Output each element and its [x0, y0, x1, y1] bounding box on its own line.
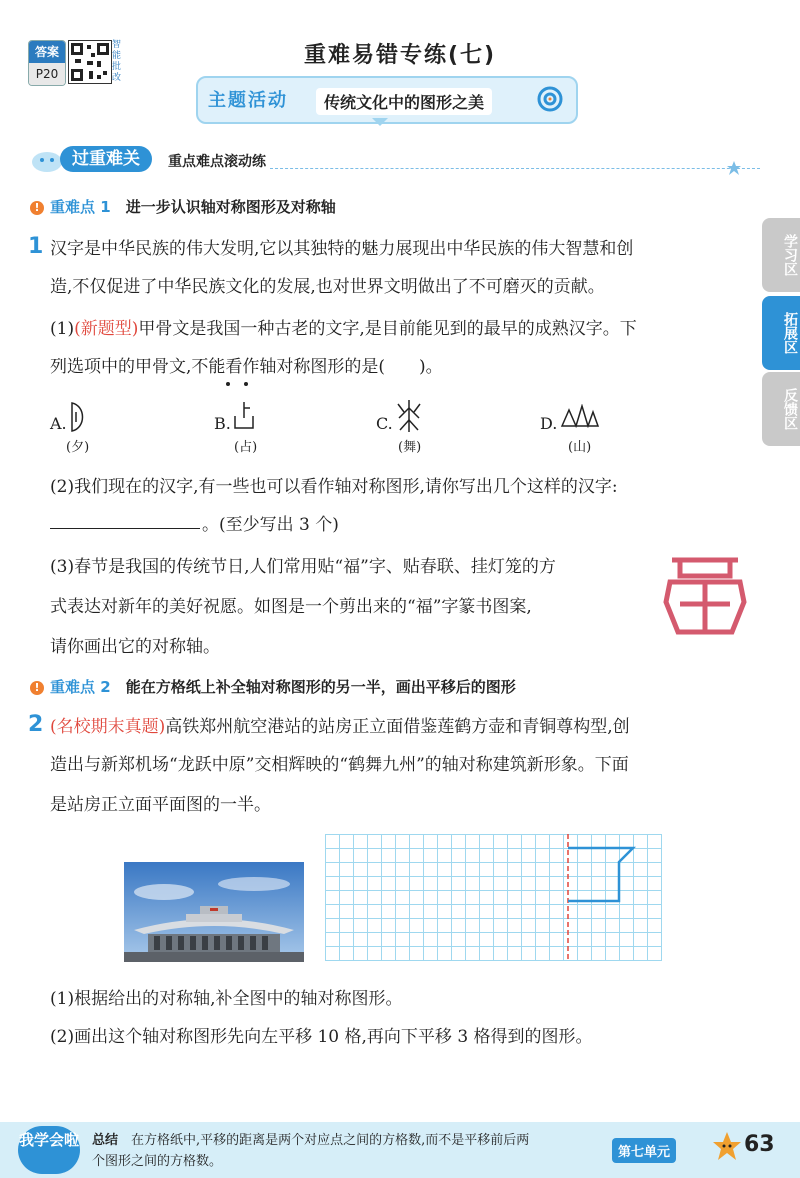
footer [0, 1122, 800, 1178]
tab-feedback[interactable]: 反馈区 [762, 372, 800, 446]
theme-title: 传统文化中的图形之美 [316, 88, 492, 115]
option-d-letter[interactable]: D. [540, 414, 558, 433]
q1-part1-line-2: 列选项中的甲骨文,不能看作轴对称图形的是( )。 [50, 357, 443, 377]
q1-part1-line-1 [50, 312, 750, 346]
question-number: 2 [28, 712, 44, 737]
option-c-char: (舞) [398, 440, 422, 455]
exam-source-tag: (名校期末真题) [50, 717, 166, 737]
qr-caption: 智能批改 [112, 40, 122, 83]
emphasis-dot [244, 382, 248, 386]
footer-badge: 我学会啦 [18, 1126, 80, 1174]
q1-part2-line-1: (2)我们现在的汉字,有一些也可以看作轴对称图形,请你写出几个这样的汉字: [50, 477, 618, 497]
alert-icon: ! [30, 681, 44, 695]
half-figure [325, 834, 665, 964]
q2-text: 高铁郑州航空港站的站房正立面借鉴莲鹤方壶和青铜尊构型,创 [165, 717, 630, 737]
option-c-letter[interactable]: C. [376, 414, 393, 433]
section-bar [30, 146, 740, 176]
q1-part3-line-2: 式表达对新年的美好祝愿。如图是一个剪出来的“福”字篆书图案, [50, 597, 532, 617]
q1-part3-line-1: (3)春节是我国的传统节日,人们常用贴“福”字、贴春联、挂灯笼的方 [50, 557, 556, 577]
key-point-text: 进一步认识轴对称图形及对称轴 [125, 198, 336, 216]
figure-half-outline [568, 848, 633, 901]
answer-page: P20 [29, 63, 65, 85]
summary-label: 总结 [92, 1133, 119, 1148]
section-subtitle: 重点难点滚动练 [168, 154, 266, 170]
q2-sub-2: (2)画出这个轴对称图形先向左平移 10 格,再向下平移 3 格得到的图形。 [50, 1027, 593, 1047]
part-number: (1) [50, 319, 75, 339]
cloud-icon [30, 146, 64, 174]
option-a-letter[interactable]: A. [50, 414, 67, 433]
mascot-icon [712, 1130, 742, 1170]
oracle-xi-glyph [68, 400, 88, 434]
star-icon [726, 160, 742, 176]
new-type-tag: (新题型) [74, 319, 139, 339]
target-icon [536, 86, 564, 112]
q1-intro-line-1: 汉字是中华民族的伟大发明,它以其独特的魅力展现出中华民族的伟大智慧和创 [50, 239, 634, 259]
tab-learning[interactable]: 学习区 [762, 218, 800, 292]
section-divider [270, 168, 760, 170]
page-number: 63 [744, 1132, 775, 1157]
summary-line-2: 个图形之间的方格数。 [92, 1154, 223, 1169]
page-title: 重难易错专练(七) [303, 43, 497, 68]
key-point-2 [30, 676, 516, 697]
theme-tail [372, 118, 388, 126]
theme-label: 主题活动 [208, 90, 288, 111]
answer-label: 答案 [29, 41, 65, 63]
footer-summary [92, 1130, 612, 1172]
theme-banner [196, 76, 578, 124]
unit-label: 第七单元 [612, 1138, 676, 1163]
part-text: 甲骨文是我国一种古老的文字,是目前能见到的最早的成熟汉字。下 [138, 319, 637, 339]
q2-line-3: 是站房正立面平面图的一半。 [50, 795, 271, 815]
section-label: 过重难关 [60, 146, 152, 172]
key-point-tag: 重难点 1 [50, 198, 111, 216]
fu-papercut-figure [662, 552, 748, 640]
q2-line-2: 造出与新郑机场“龙跃中原”交相辉映的“鹤舞九州”的轴对称建筑新形象。下面 [50, 755, 629, 775]
option-d-char: (山) [568, 440, 592, 455]
tab-extension[interactable]: 拓展区 [762, 296, 800, 370]
station-photo [124, 862, 304, 962]
key-point-tag: 重难点 2 [50, 678, 111, 696]
alert-icon: ! [30, 201, 44, 215]
answer-blank[interactable] [50, 528, 200, 529]
option-a-char: (夕) [66, 440, 90, 455]
q1-part3-line-3: 请你画出它的对称轴。 [50, 637, 220, 657]
q1-part2-line-2: 。(至少写出 3 个) [202, 515, 339, 535]
oracle-shan-glyph [560, 404, 600, 428]
q2-line-1 [50, 710, 750, 744]
key-point-text: 能在方格纸上补全轴对称图形的另一半，画出平移后的图形 [125, 678, 516, 696]
emphasis-dot [226, 382, 230, 386]
option-b-letter[interactable]: B. [214, 414, 231, 433]
question-number: 1 [28, 234, 44, 259]
option-b-char: (占) [234, 440, 258, 455]
summary-line-1: 在方格纸中,平移的距离是两个对应点之间的方格数,而不是平移前后两 [131, 1133, 530, 1148]
oracle-wu-glyph [394, 398, 424, 434]
oracle-zhan-glyph [232, 400, 256, 434]
q1-intro-line-2: 造,不仅促进了中华民族文化的发展,也对世界文明做出了不可磨灭的贡献。 [50, 277, 605, 297]
q2-sub-1: (1)根据给出的对称轴,补全图中的轴对称图形。 [50, 989, 403, 1009]
key-point-1 [30, 196, 336, 217]
